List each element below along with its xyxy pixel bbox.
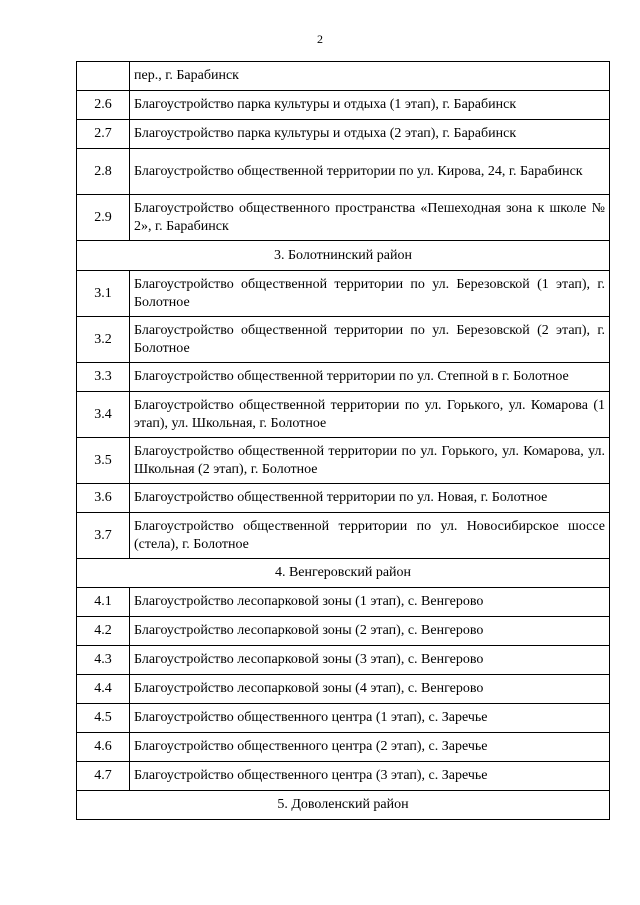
row-number: 2.7 <box>77 120 130 149</box>
table-row <box>77 317 610 363</box>
table-row <box>77 363 610 392</box>
row-text: Благоустройство общественной территории по ул. Горького, ул. Комарова, ул. Школьная (2 этап), г. Болотное <box>130 438 610 484</box>
table-row <box>77 392 610 438</box>
table-row <box>77 588 610 617</box>
row-text: Благоустройство общественной территории по ул. Новая, г. Болотное <box>130 484 610 513</box>
row-text: Благоустройство лесопарковой зоны (4 этап), с. Венгерово <box>130 675 610 704</box>
row-text: Благоустройство общественной территории по ул. Березовской (2 этап), г. Болотное <box>130 317 610 363</box>
row-number: 4.6 <box>77 733 130 762</box>
row-number: 3.3 <box>77 363 130 392</box>
row-number: 3.1 <box>77 271 130 317</box>
row-text: Благоустройство общественной территории по ул. Березовской (1 этап), г. Болотное <box>130 271 610 317</box>
section-row <box>77 559 610 588</box>
row-text: Благоустройство общественного центра (3 этап), с. Заречье <box>130 762 610 791</box>
section-row <box>77 791 610 820</box>
row-number: 4.1 <box>77 588 130 617</box>
row-number: 4.4 <box>77 675 130 704</box>
table-row <box>77 195 610 241</box>
table-row <box>77 149 610 195</box>
row-text: Благоустройство парка культуры и отдыха (2 этап), г. Барабинск <box>130 120 610 149</box>
row-number: 4.5 <box>77 704 130 733</box>
table-row <box>77 513 610 559</box>
row-number: 3.5 <box>77 438 130 484</box>
table-row <box>77 733 610 762</box>
row-text: Благоустройство общественной территории по ул. Новосибирское шоссе (стела), г. Болотное <box>130 513 610 559</box>
section-heading: 3. Болотнинский район <box>77 241 610 271</box>
table-row <box>77 62 610 91</box>
territories-table-body <box>77 62 610 820</box>
row-text: Благоустройство парка культуры и отдыха (1 этап), г. Барабинск <box>130 91 610 120</box>
row-number: 2.9 <box>77 195 130 241</box>
row-text: пер., г. Барабинск <box>130 62 610 91</box>
table-row <box>77 646 610 675</box>
table-row <box>77 484 610 513</box>
row-number: 3.4 <box>77 392 130 438</box>
row-number: 2.6 <box>77 91 130 120</box>
table-row <box>77 762 610 791</box>
table-row <box>77 617 610 646</box>
page-number: 2 <box>317 32 323 46</box>
table-row <box>77 120 610 149</box>
section-heading: 5. Доволенский район <box>77 791 610 820</box>
row-number <box>77 62 130 91</box>
row-text: Благоустройство лесопарковой зоны (2 этап), с. Венгерово <box>130 617 610 646</box>
row-number: 2.8 <box>77 149 130 195</box>
row-number: 3.7 <box>77 513 130 559</box>
table-row <box>77 91 610 120</box>
row-text: Благоустройство общественной территории по ул. Кирова, 24, г. Барабинск <box>130 149 610 195</box>
section-heading: 4. Венгеровский район <box>77 559 610 588</box>
row-number: 4.7 <box>77 762 130 791</box>
table-row <box>77 438 610 484</box>
territories-table <box>76 61 610 820</box>
row-number: 4.2 <box>77 617 130 646</box>
row-text: Благоустройство общественной территории по ул. Степной в г. Болотное <box>130 363 610 392</box>
row-number: 3.2 <box>77 317 130 363</box>
row-text: Благоустройство лесопарковой зоны (3 этап), с. Венгерово <box>130 646 610 675</box>
row-text: Благоустройство общественной территории по ул. Горького, ул. Комарова (1 этап), ул. Школьная, г. Болотное <box>130 392 610 438</box>
row-number: 4.3 <box>77 646 130 675</box>
table-row <box>77 675 610 704</box>
row-text: Благоустройство лесопарковой зоны (1 этап), с. Венгерово <box>130 588 610 617</box>
table-row <box>77 271 610 317</box>
row-text: Благоустройство общественного центра (2 этап), с. Заречье <box>130 733 610 762</box>
row-text: Благоустройство общественного пространства «Пешеходная зона к школе № 2», г. Барабинск <box>130 195 610 241</box>
section-row <box>77 241 610 271</box>
table-row <box>77 704 610 733</box>
row-number: 3.6 <box>77 484 130 513</box>
row-text: Благоустройство общественного центра (1 этап), с. Заречье <box>130 704 610 733</box>
